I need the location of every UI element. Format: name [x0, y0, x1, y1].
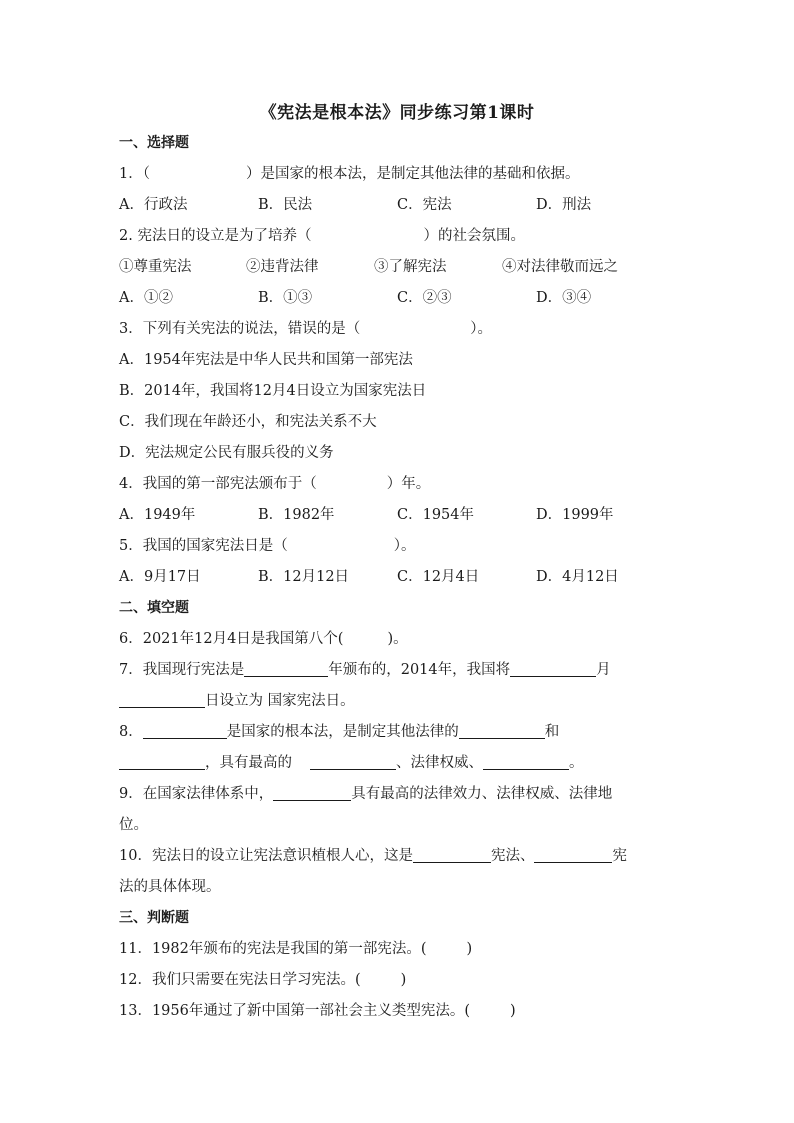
section-heading-choice: 一、选择题	[119, 135, 189, 151]
question-11	[119, 934, 679, 965]
question-12-text-b: )	[400, 972, 407, 988]
fill-blank[interactable]	[273, 783, 351, 801]
question-7-cont	[119, 686, 679, 717]
option-d[interactable]: D．刑法	[536, 197, 592, 213]
page-title: 《宪法是根本法》同步练习第1课时	[259, 103, 535, 123]
item-1: ①尊重宪法	[119, 259, 192, 275]
option-c[interactable]: C．②③	[397, 290, 452, 306]
question-1-text-a: 1．（	[119, 166, 150, 182]
question-2-items	[119, 252, 679, 283]
option-d[interactable]: D．宪法规定公民有服兵役的义务	[119, 445, 334, 461]
option-b[interactable]: B．民法	[258, 197, 313, 213]
section-heading-fill: 二、填空题	[119, 600, 189, 616]
worksheet-content	[119, 128, 679, 1027]
option-a[interactable]: A．行政法	[119, 197, 188, 213]
question-2-text-a: 2. 宪法日的设立是为了培养（	[119, 228, 312, 244]
fill-blank[interactable]	[244, 659, 328, 677]
question-10-cont: 法的具体体现。	[119, 879, 221, 895]
fill-blank[interactable]	[310, 752, 396, 770]
question-2-text-b: ）的社会氛围。	[423, 228, 525, 244]
option-a[interactable]: A．1949年	[119, 507, 196, 523]
question-10	[119, 841, 679, 872]
question-5-text-b: ）。	[393, 538, 416, 554]
item-4: ④对法律敬而远之	[502, 259, 618, 275]
question-1	[119, 159, 679, 190]
question-7-text-a: 7．我国现行宪法是	[119, 662, 245, 678]
fill-blank[interactable]	[483, 752, 569, 770]
question-6-text-b: )。	[387, 631, 408, 647]
question-9-cont: 位。	[119, 817, 148, 833]
fill-blank[interactable]	[534, 845, 612, 863]
fill-blank[interactable]	[459, 721, 545, 739]
question-2-options	[119, 283, 679, 314]
question-8-text-c: 和	[544, 724, 560, 740]
question-8-text-a: 8．	[119, 724, 143, 740]
question-7-text-c: 月	[596, 662, 611, 678]
question-11-text-a: 11．1982年颁布的宪法是我国的第一部宪法。(	[119, 941, 427, 957]
option-a[interactable]: A．9月17日	[119, 569, 201, 585]
option-d[interactable]: D．③④	[536, 290, 592, 306]
question-8-cont	[119, 748, 679, 779]
question-13	[119, 996, 679, 1027]
question-8-text-b: 是国家的根本法，是制定其他法律的	[226, 724, 459, 740]
question-4-options	[119, 500, 679, 531]
question-8	[119, 717, 679, 748]
question-2	[119, 221, 679, 252]
question-3-text-a: 3．下列有关宪法的说法，错误的是（	[119, 321, 361, 337]
question-8-text-f: 。	[569, 755, 584, 771]
question-9-text-b: 具有最高的法律效力、法律权威、法律地	[351, 786, 613, 802]
fill-blank[interactable]	[119, 690, 205, 708]
option-a[interactable]: A．①②	[119, 290, 173, 306]
question-13-text-a: 13．1956年通过了新中国第一部社会主义类型宪法。(	[119, 1003, 471, 1019]
question-12-text-a: 12．我们只需要在宪法日学习宪法。(	[119, 972, 361, 988]
option-c[interactable]: C．12月4日	[397, 569, 480, 585]
option-b[interactable]: B．①③	[258, 290, 313, 306]
question-1-text-b: ）是国家的根本法，是制定其他法律的基础和依据。	[245, 166, 580, 182]
option-d[interactable]: D．4月12日	[536, 569, 619, 585]
question-7	[119, 655, 679, 686]
option-c[interactable]: C．我们现在年龄还小，和宪法关系不大	[119, 414, 377, 430]
option-b[interactable]: B．12月12日	[258, 569, 350, 585]
fill-blank[interactable]	[143, 721, 227, 739]
option-c[interactable]: C．1954年	[397, 507, 474, 523]
option-c[interactable]: C．宪法	[397, 197, 452, 213]
question-10-text-b: 宪法、	[490, 848, 535, 864]
option-b[interactable]: B．2014年，我国将12月4日设立为国家宪法日	[119, 383, 427, 399]
option-b[interactable]: B．1982年	[258, 507, 335, 523]
question-3-text-b: ）。	[470, 321, 492, 337]
question-4-text-b: ）年。	[386, 476, 431, 492]
question-8-text-e: 、法律权威、	[396, 755, 483, 771]
question-6-text-a: 6．2021年12月4日是我国第八个(	[119, 631, 344, 647]
question-7-text-d: 日设立为 国家宪法日。	[205, 693, 355, 709]
question-12	[119, 965, 679, 996]
fill-blank[interactable]	[413, 845, 491, 863]
question-8-text-d: ，具有最高的	[205, 755, 292, 771]
fill-blank[interactable]	[119, 752, 205, 770]
question-6	[119, 624, 679, 655]
question-11-text-b: )	[466, 941, 473, 957]
question-9	[119, 779, 679, 810]
question-4	[119, 469, 679, 500]
question-7-text-b: 年颁布的，2014年，我国将	[328, 662, 511, 678]
question-10-text-a: 10．宪法日的设立让宪法意识植根人心，这是	[119, 848, 413, 864]
question-3	[119, 314, 679, 345]
question-5-options	[119, 562, 679, 593]
question-10-text-c: 宪	[612, 848, 627, 864]
question-4-text-a: 4．我国的第一部宪法颁布于（	[119, 476, 317, 492]
question-13-text-b: )	[510, 1003, 516, 1019]
item-3: ③了解宪法	[374, 259, 447, 275]
item-2: ②违背法律	[246, 259, 319, 275]
fill-blank[interactable]	[510, 659, 596, 677]
option-d[interactable]: D．1999年	[536, 507, 614, 523]
question-5	[119, 531, 679, 562]
option-a[interactable]: A．1954年宪法是中华人民共和国第一部宪法	[119, 352, 413, 368]
question-9-text-a: 9．在国家法律体系中，	[119, 786, 274, 802]
question-5-text-a: 5．我国的国家宪法日是（	[119, 538, 288, 554]
question-1-options	[119, 190, 679, 221]
section-heading-judge: 三、判断题	[119, 910, 189, 926]
